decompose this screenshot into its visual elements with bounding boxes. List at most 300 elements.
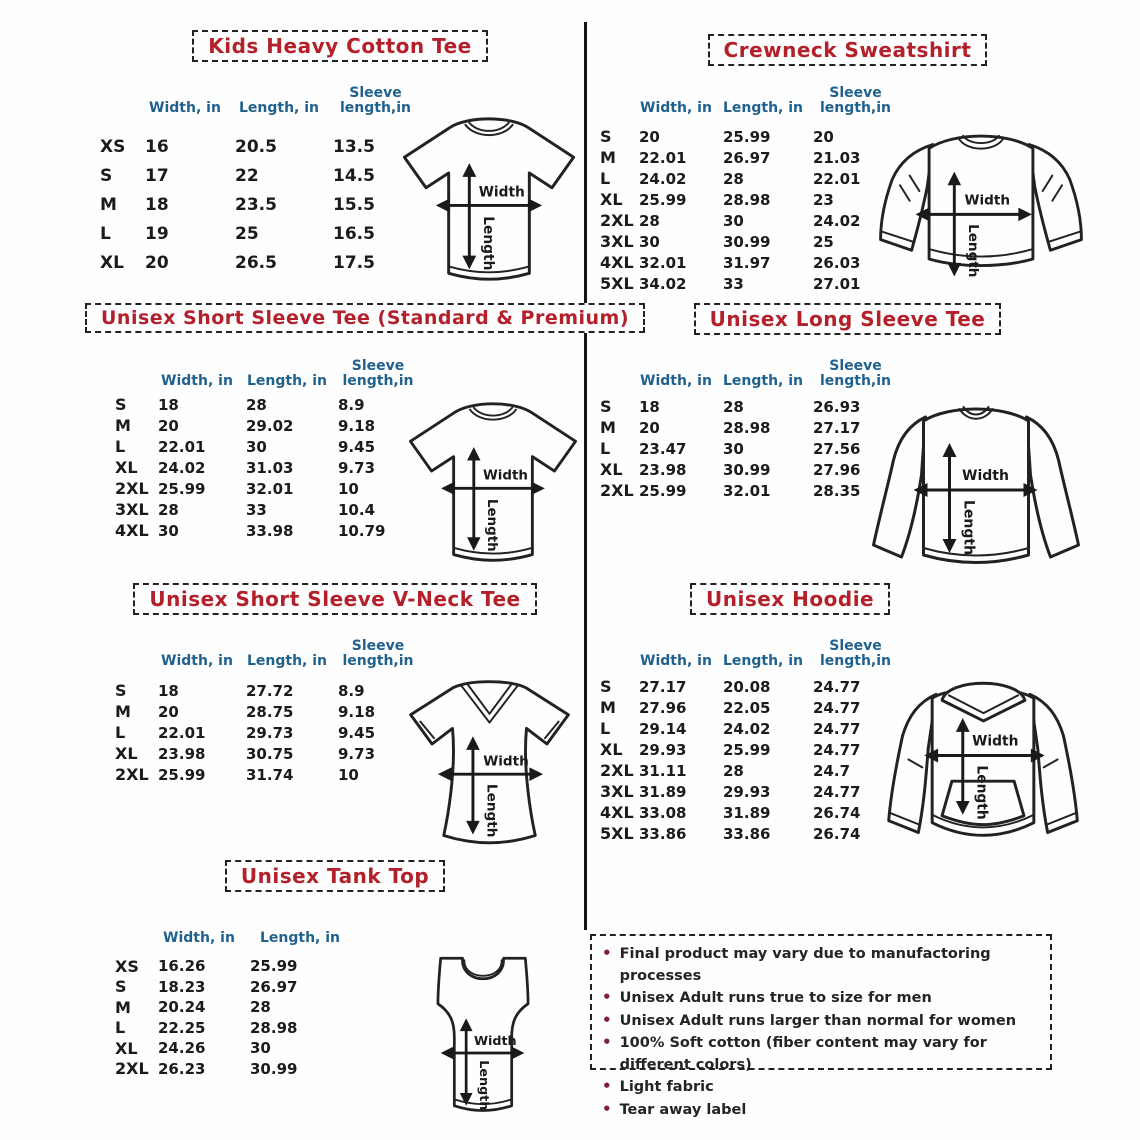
measurement-value: 23.98: [639, 460, 687, 479]
size-row: [113, 1018, 355, 1039]
size-row: [598, 189, 903, 210]
size-label: XL: [600, 190, 623, 209]
measurement-value: 28: [158, 500, 179, 519]
measurement-value: 30.99: [723, 232, 771, 251]
measurement-value: 22.01: [813, 169, 861, 188]
measurement-value: 16: [145, 136, 169, 157]
size-row: [113, 478, 423, 499]
column-header: Sleeve length,in: [819, 637, 892, 669]
measurement-value: 9.73: [338, 744, 376, 763]
measurement-value: 23.5: [235, 194, 277, 215]
column-header: Sleeve length,in: [819, 84, 892, 116]
section-title-box: [708, 34, 988, 66]
size-label: L: [600, 439, 611, 458]
size-label: 2XL: [115, 479, 149, 498]
table-header-row: [113, 908, 355, 946]
measurement-value: 25.99: [723, 740, 771, 759]
note-text: Final product may vary due to manufactoring processes: [619, 946, 991, 984]
measurement-value: 20: [639, 127, 660, 146]
table-header-row: [98, 78, 423, 116]
table-header-row: [598, 631, 903, 669]
section-kids-heavy-cotton-tee: [90, 30, 590, 298]
section-title-box: [85, 303, 645, 333]
section-unisex-short-sleeve-tee: [85, 303, 630, 575]
section-unisex-v-neck-tee: [85, 583, 585, 861]
size-label: M: [115, 416, 131, 435]
measurement-value: 20: [158, 702, 179, 721]
measurement-value: 9.73: [338, 458, 376, 477]
measurement-value: 26.97: [250, 977, 298, 996]
measurement-value: 9.18: [338, 416, 376, 435]
measurement-value: 21.03: [813, 148, 861, 167]
hoodie-illustration: [867, 661, 1099, 856]
measurement-value: 25.99: [639, 481, 687, 500]
measurement-value: 8.9: [338, 395, 365, 414]
column-header: Sleeve length,in: [339, 84, 412, 116]
size-label: S: [600, 397, 612, 416]
measurement-value: 29.93: [639, 740, 687, 759]
length-arrow-label: Length: [480, 216, 497, 271]
v-neck-tee-illustration: [397, 671, 582, 853]
column-header: Length, in: [259, 929, 341, 946]
section-unisex-hoodie: [595, 583, 1100, 861]
section-title: Unisex Tank Top: [240, 864, 430, 888]
measurement-value: 29.93: [723, 782, 771, 801]
corner-spacer: [98, 78, 140, 116]
size-label: 4XL: [115, 521, 149, 540]
size-row: [598, 718, 903, 739]
garment-diagram: [867, 125, 1095, 295]
size-label: 5XL: [600, 274, 634, 293]
measurement-value: 15.5: [333, 194, 375, 215]
measurement-value: 26.93: [813, 397, 861, 416]
measurement-value: 28: [250, 998, 271, 1017]
note-item: [602, 943, 1040, 987]
measurement-value: 24.77: [813, 698, 861, 717]
section-title: Unisex Long Sleeve Tee: [709, 307, 986, 331]
size-row: [598, 210, 903, 231]
size-label: S: [115, 977, 127, 997]
table-body: [113, 680, 423, 785]
measurement-value: 27.17: [639, 677, 687, 696]
tee-illustration: [390, 110, 588, 292]
size-row: [113, 997, 355, 1018]
measurement-value: 28.35: [813, 481, 861, 500]
measurement-value: 31.11: [639, 761, 687, 780]
table-header-row: [113, 351, 423, 389]
size-row: [598, 168, 903, 189]
size-row: [598, 252, 903, 273]
size-label: S: [600, 127, 612, 146]
size-label: L: [600, 169, 611, 188]
measurement-value: 26.23: [158, 1059, 206, 1078]
measurement-value: 10: [338, 765, 359, 784]
section-unisex-long-sleeve-tee: [595, 303, 1100, 575]
size-row: [598, 781, 903, 802]
size-label: XL: [115, 458, 138, 477]
size-table: [598, 78, 903, 294]
measurement-value: 26.97: [723, 148, 771, 167]
width-arrow-label: Width: [972, 733, 1019, 750]
size-row: [98, 161, 423, 190]
size-row: [98, 190, 423, 219]
note-text: 100% Soft cotton (fiber content may vary for different colors): [619, 1035, 987, 1073]
width-arrow-label: Width: [478, 184, 525, 201]
column-header: Sleeve length,in: [342, 637, 414, 669]
measurement-value: 29.73: [246, 723, 294, 742]
table-body: [113, 394, 423, 541]
size-label: XS: [100, 136, 126, 157]
measurement-value: 16.26: [158, 957, 206, 976]
size-row: [113, 977, 355, 998]
measurement-value: 27.96: [639, 698, 687, 717]
measurement-value: 33.08: [639, 803, 687, 822]
size-row: [598, 126, 903, 147]
measurement-value: 22.01: [158, 437, 206, 456]
measurement-value: 9.18: [338, 702, 376, 721]
measurement-value: 20.08: [723, 677, 771, 696]
size-label: S: [100, 165, 113, 186]
measurement-value: 14.5: [333, 165, 375, 186]
measurement-value: 24.7: [813, 761, 851, 780]
note-item: [602, 1032, 1040, 1076]
note-text: Tear away label: [619, 1101, 747, 1118]
size-row: [98, 132, 423, 161]
product-notes-box: [590, 934, 1052, 1118]
size-label: M: [600, 418, 616, 437]
column-header: Width, in: [161, 652, 233, 669]
size-label: 2XL: [115, 1059, 149, 1079]
measurement-value: 28: [639, 211, 660, 230]
measurement-value: 34.02: [639, 274, 687, 293]
measurement-value: 25.99: [250, 957, 298, 976]
section-unisex-tank-top: [85, 860, 585, 1138]
measurement-value: 8.9: [338, 681, 365, 700]
size-label: M: [100, 194, 117, 215]
size-row: [598, 739, 903, 760]
measurement-value: 28.75: [246, 702, 294, 721]
table-body: [98, 132, 423, 277]
measurement-value: 27.01: [813, 274, 861, 293]
measurement-value: 20: [145, 252, 169, 273]
size-label: XL: [115, 1038, 138, 1058]
measurement-value: 30.99: [250, 1059, 298, 1078]
column-header: Sleeve length,in: [342, 357, 414, 389]
size-row: [113, 743, 423, 764]
width-arrow-label: Width: [482, 468, 529, 484]
measurement-value: 28: [246, 395, 267, 414]
column-header: Width, in: [640, 99, 712, 116]
size-label: S: [115, 395, 127, 414]
measurement-value: 17: [145, 165, 169, 186]
measurement-value: 25.99: [639, 190, 687, 209]
column-header: Sleeve length,in: [819, 357, 892, 389]
bullet-icon: •: [602, 1033, 612, 1051]
measurement-value: 26.74: [813, 824, 861, 843]
size-row: [113, 457, 423, 478]
column-header: Width, in: [640, 372, 712, 389]
measurement-value: 26.74: [813, 803, 861, 822]
table-body: [113, 956, 355, 1079]
column-header: Length, in: [722, 99, 804, 116]
measurement-value: 23.47: [639, 439, 687, 458]
measurement-value: 25.99: [158, 765, 206, 784]
measurement-value: 29.02: [246, 416, 294, 435]
measurement-value: 30.99: [723, 460, 771, 479]
corner-spacer: [113, 908, 153, 946]
measurement-value: 28.98: [723, 418, 771, 437]
note-text: Light fabric: [619, 1079, 714, 1095]
table-header-row: [598, 351, 903, 389]
garment-diagram: [397, 671, 582, 853]
measurement-value: 20: [639, 418, 660, 437]
size-label: 2XL: [600, 761, 634, 780]
bullet-icon: •: [602, 988, 612, 1006]
note-item: [602, 987, 1040, 1010]
column-header: Width, in: [149, 99, 221, 116]
note-item: [602, 1076, 1040, 1099]
garment-diagram: [867, 661, 1099, 856]
size-row: [113, 436, 423, 457]
garment-diagram: [857, 395, 1095, 575]
measurement-value: 24.02: [639, 169, 687, 188]
bullet-icon: •: [602, 1099, 612, 1118]
measurement-value: 33: [723, 274, 744, 293]
measurement-value: 30: [639, 232, 660, 251]
section-title-box: [694, 303, 1002, 335]
note-item: [602, 1099, 1040, 1122]
measurement-value: 30: [246, 437, 267, 456]
measurement-value: 24.77: [813, 677, 861, 696]
size-label: S: [115, 681, 127, 700]
tank-top-illustration: [417, 945, 549, 1130]
measurement-value: 13.5: [333, 136, 375, 157]
size-label: XL: [115, 744, 138, 763]
size-table: [98, 78, 423, 277]
length-arrow-label: Length: [973, 765, 990, 820]
length-arrow-label: Length: [964, 224, 981, 278]
column-header: Length, in: [722, 652, 804, 669]
note-text: Unisex Adult runs larger than normal for women: [619, 1012, 1017, 1029]
measurement-value: 28: [723, 397, 744, 416]
section-title-box: [192, 30, 487, 62]
measurement-value: 20.5: [235, 136, 277, 157]
section-title-box: [225, 860, 445, 892]
corner-spacer: [113, 631, 153, 669]
measurement-value: 18: [145, 194, 169, 215]
long-sleeve-tee-illustration: [857, 395, 1095, 575]
measurement-value: 16.5: [333, 223, 375, 244]
width-arrow-label: Width: [473, 1033, 517, 1049]
measurement-value: 26.03: [813, 253, 861, 272]
measurement-value: 24.02: [813, 211, 861, 230]
measurement-value: 10.4: [338, 500, 376, 519]
column-header: Length, in: [246, 652, 328, 669]
size-row: [598, 147, 903, 168]
measurement-value: 30: [723, 439, 744, 458]
measurement-value: 25.99: [158, 479, 206, 498]
bullet-icon: •: [602, 1077, 612, 1095]
corner-spacer: [598, 631, 634, 669]
size-label: XL: [600, 740, 623, 759]
measurement-value: 33.86: [639, 824, 687, 843]
measurement-value: 27.72: [246, 681, 294, 700]
measurement-value: 33.86: [723, 824, 771, 843]
measurement-value: 31.03: [246, 458, 294, 477]
measurement-value: 18.23: [158, 977, 206, 996]
size-row: [113, 520, 423, 541]
section-title: Unisex Short Sleeve V-Neck Tee: [149, 587, 521, 611]
size-table: [113, 631, 423, 785]
measurement-value: 33.98: [246, 521, 294, 540]
measurement-value: 10: [338, 479, 359, 498]
section-title: Crewneck Sweatshirt: [723, 38, 972, 62]
measurement-value: 32.01: [639, 253, 687, 272]
measurement-value: 27.17: [813, 418, 861, 437]
size-row: [598, 273, 903, 294]
measurement-value: 24.02: [158, 458, 206, 477]
width-arrow-label: Width: [483, 753, 529, 770]
garment-diagram: [417, 945, 549, 1130]
size-label: M: [115, 997, 131, 1017]
measurement-value: 28.98: [723, 190, 771, 209]
measurement-value: 23.98: [158, 744, 206, 763]
size-label: XL: [100, 252, 124, 273]
length-arrow-label: Length: [960, 500, 977, 556]
size-row: [98, 248, 423, 277]
measurement-value: 24.77: [813, 719, 861, 738]
size-row: [598, 676, 903, 697]
measurement-value: 20.24: [158, 998, 206, 1017]
size-row: [113, 1059, 355, 1080]
measurement-value: 24.77: [813, 740, 861, 759]
size-label: 4XL: [600, 253, 634, 272]
size-row: [113, 701, 423, 722]
corner-spacer: [598, 351, 634, 389]
size-row: [113, 394, 423, 415]
measurement-value: 22.01: [639, 148, 687, 167]
bullet-icon: •: [602, 1010, 612, 1029]
size-label: 5XL: [600, 824, 634, 843]
measurement-value: 29.14: [639, 719, 687, 738]
garment-diagram: [397, 395, 589, 573]
measurement-value: 22: [235, 165, 259, 186]
measurement-value: 17.5: [333, 252, 375, 273]
measurement-value: 20: [158, 416, 179, 435]
measurement-value: 25.99: [723, 127, 771, 146]
size-row: [598, 760, 903, 781]
measurement-value: 28: [723, 169, 744, 188]
size-label: 2XL: [600, 211, 634, 230]
corner-spacer: [113, 351, 153, 389]
measurement-value: 27.96: [813, 460, 861, 479]
size-label: L: [115, 723, 126, 742]
tee-illustration: [397, 395, 589, 573]
size-table: [598, 631, 903, 844]
table-header-row: [598, 78, 903, 116]
size-row: [598, 231, 903, 252]
width-arrow-label: Width: [962, 468, 1009, 484]
column-header: Width, in: [161, 372, 233, 389]
measurement-value: 28.98: [250, 1018, 298, 1037]
size-table: [113, 351, 423, 541]
size-label: 3XL: [115, 500, 149, 519]
size-label: 3XL: [600, 232, 634, 251]
measurement-value: 24.77: [813, 782, 861, 801]
length-arrow-label: Length: [484, 498, 500, 552]
measurement-value: 30.75: [246, 744, 294, 763]
section-title-box: [133, 583, 536, 615]
measurement-value: 24.26: [158, 1039, 206, 1058]
size-row: [98, 219, 423, 248]
column-header: Length, in: [238, 99, 320, 116]
length-arrow-label: Length: [475, 1060, 491, 1111]
size-label: XS: [115, 956, 139, 976]
corner-spacer: [598, 78, 634, 116]
size-label: 2XL: [600, 481, 634, 500]
width-arrow-label: Width: [964, 192, 1011, 209]
measurement-value: 18: [158, 395, 179, 414]
size-label: M: [115, 702, 131, 721]
measurement-value: 23: [813, 190, 834, 209]
size-row: [598, 802, 903, 823]
measurement-value: 18: [158, 681, 179, 700]
measurement-value: 19: [145, 223, 169, 244]
size-row: [113, 764, 423, 785]
measurement-value: 31.89: [723, 803, 771, 822]
column-header: Width, in: [163, 929, 235, 946]
measurement-value: 32.01: [723, 481, 771, 500]
column-header: Width, in: [640, 652, 712, 669]
measurement-value: 27.56: [813, 439, 861, 458]
bullet-icon: •: [602, 944, 612, 962]
section-crewneck-sweatshirt: [595, 30, 1100, 298]
measurement-value: 31.74: [246, 765, 294, 784]
length-arrow-label: Length: [483, 783, 500, 838]
section-title: Unisex Hoodie: [706, 587, 875, 611]
size-label: L: [600, 719, 611, 738]
measurement-value: 22.01: [158, 723, 206, 742]
crewneck-illustration: [867, 125, 1095, 295]
column-header: Length, in: [246, 372, 328, 389]
garment-diagram: [390, 110, 588, 292]
measurement-value: 20: [813, 127, 834, 146]
measurement-value: 28: [723, 761, 744, 780]
measurement-value: 25: [813, 232, 834, 251]
size-label: 2XL: [115, 765, 149, 784]
size-label: 3XL: [600, 782, 634, 801]
size-row: [598, 823, 903, 844]
measurement-value: 22.05: [723, 698, 771, 717]
size-row: [113, 680, 423, 701]
measurement-value: 33: [246, 500, 267, 519]
measurement-value: 31.89: [639, 782, 687, 801]
size-label: L: [100, 223, 111, 244]
size-table: [113, 908, 355, 1079]
size-label: S: [600, 677, 612, 696]
size-row: [598, 697, 903, 718]
table-body: [598, 126, 903, 294]
size-row: [113, 499, 423, 520]
size-label: M: [600, 148, 616, 167]
size-label: M: [600, 698, 616, 717]
section-title-box: [690, 583, 890, 615]
table-header-row: [113, 631, 423, 669]
size-row: [113, 722, 423, 743]
note-text: Unisex Adult runs true to size for men: [619, 990, 932, 1006]
size-label: L: [115, 1018, 126, 1038]
size-label: XL: [600, 460, 623, 479]
